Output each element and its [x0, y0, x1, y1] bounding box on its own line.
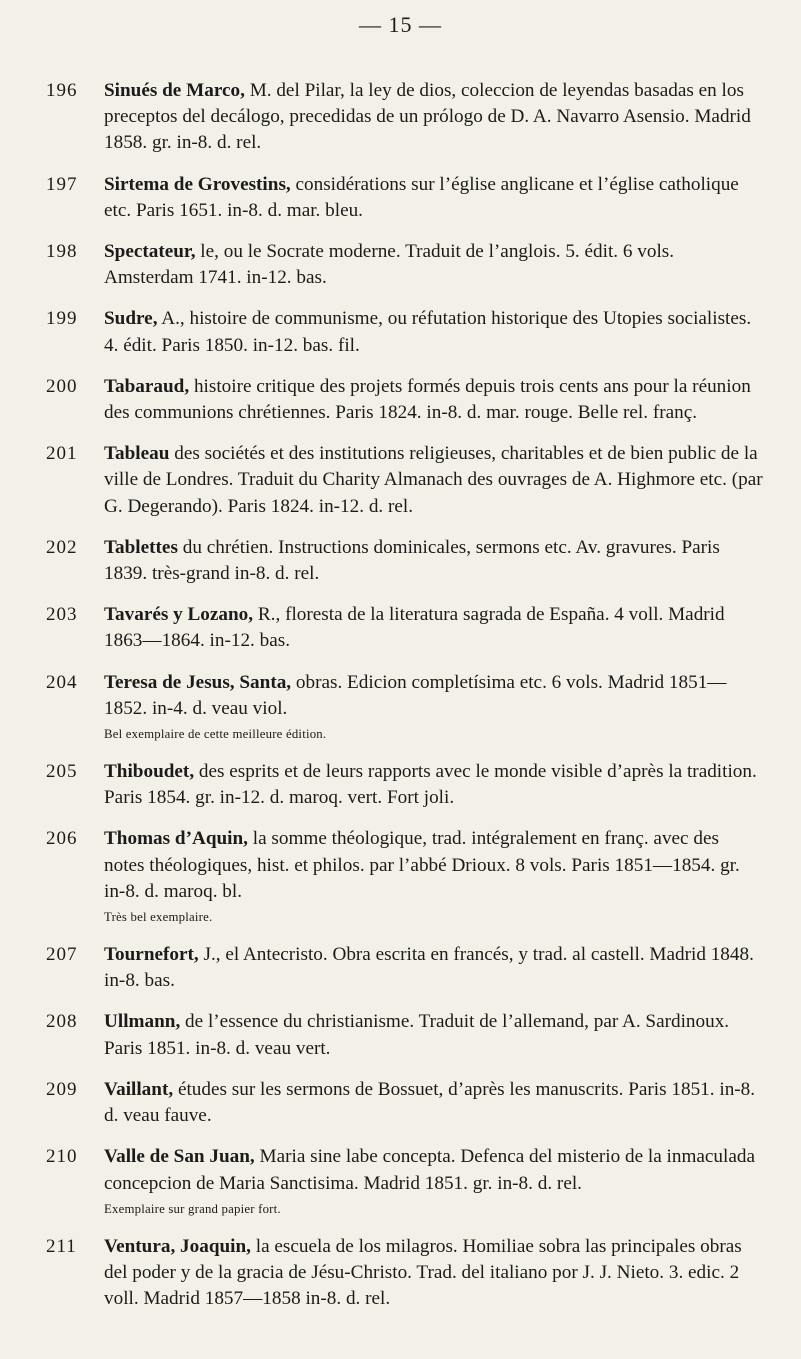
entry-author: Sinués de Marco,	[104, 80, 245, 101]
entry-description: de l’essence du christianisme. Traduit de l’allemand, par A. Sardinoux. Paris 1851. in-8. d. veau vert.	[104, 1011, 730, 1059]
entry-description: Maria sine labe concepta. Defenca del misterio de la inmaculada concepcion de Maria Sanctisima. Madrid 1851. gr. in-8. d. rel.	[104, 1146, 755, 1194]
page-number: — 15 —	[359, 12, 442, 37]
catalog-entry	[46, 306, 763, 358]
entry-author: Spectateur,	[104, 241, 196, 263]
catalog-entry	[46, 602, 763, 654]
entry-number: 196	[46, 80, 78, 101]
entry-description: du chrétien. Instructions dominicales, sermons etc. Av. gravures. Paris 1839. très-grand in-8. d. rel.	[104, 536, 720, 585]
entry-body	[104, 1234, 763, 1313]
entry-description: R., floresta de la literatura sagrada de España. 4 voll. Madrid 1863—1864. in-12. bas.	[104, 604, 725, 652]
entry-body	[104, 535, 763, 587]
entry-description: obras. Edicion completísima etc. 6 vols. Madrid 1851—1852. in-4. d. veau viol.	[104, 671, 727, 719]
entry-number: 199	[46, 308, 78, 330]
entry-description: la escuela de los milagros. Homiliae sobra las principales obras del poder y de la gracia de Jésu-Christo. Trad. del italiano por J. J. Nieto. 3. edic. 2 voll. Madrid 1857—1858 in-8. d. rel.	[104, 1235, 742, 1310]
entry-body	[104, 239, 763, 291]
catalog-entry	[46, 1144, 763, 1218]
entry-description: le, ou le Socrate moderne. Traduit de l’anglois. 5. édit. 6 vols. Amsterdam 1741. in-12. bas.	[104, 241, 675, 289]
catalog-entry	[46, 78, 763, 157]
catalog-entry	[46, 1234, 763, 1313]
catalog-entry	[46, 239, 763, 291]
entry-description: M. del Pilar, la ley de dios, coleccion de leyendas basadas en los preceptos del decálogo, precedidas de un prólogo de D. A. Navarro Asensio. Madrid 1858. gr. in-8. d. rel.	[104, 80, 751, 154]
entry-body	[104, 1077, 763, 1129]
entry-author: Thiboudet,	[104, 761, 195, 783]
entry-description: A., histoire de communisme, ou réfutation historique des Utopies socialistes. 4. édit. Paris 1850. in-12. bas. fil.	[104, 308, 752, 356]
catalog-entry	[46, 374, 763, 426]
entry-description: études sur les sermons de Bossuet, d’après les manuscrits. Paris 1851. in-8. d. veau fauve.	[104, 1078, 756, 1127]
entry-body	[104, 172, 763, 224]
entry-author: Tournefort,	[104, 944, 199, 966]
catalog-entry	[46, 172, 763, 224]
entry-description: histoire critique des projets formés depuis trois cents ans pour la réunion des communions chrétiennes. Paris 1824. in-8. d. mar. rouge. Belle rel. franç.	[104, 375, 751, 424]
entry-note: Très bel exemplaire.	[104, 910, 213, 925]
entry-number: 206	[46, 828, 78, 850]
entry-body	[104, 441, 763, 520]
entry-author: Vaillant,	[104, 1078, 174, 1100]
entry-note: Exemplaire sur grand papier fort.	[104, 1201, 281, 1216]
entry-body	[104, 374, 763, 426]
entry-body	[104, 306, 763, 358]
entry-author: Tablettes	[104, 536, 178, 558]
catalog-entry	[46, 441, 763, 520]
entry-number: 202	[46, 536, 78, 558]
entry-description: J., el Antecristo. Obra escrita en francés, y trad. al castell. Madrid 1848. in-8. bas.	[104, 944, 754, 992]
entry-number: 211	[46, 1235, 77, 1257]
entry-description: considérations sur l’église anglicane et l’église catholique etc. Paris 1651. in-8. d. mar. bleu.	[104, 173, 739, 221]
entry-note: Bel exemplaire de cette meilleure édition.	[104, 727, 327, 742]
entry-author: Teresa de Jesus, Santa,	[104, 671, 292, 693]
catalog-entry	[46, 670, 763, 744]
entry-body	[104, 942, 763, 994]
entry-author: Valle de San Juan,	[104, 1146, 255, 1168]
catalog-entry	[46, 942, 763, 994]
entry-number: 203	[46, 604, 78, 626]
entry-number: 205	[46, 761, 78, 783]
catalog-entry	[46, 759, 763, 811]
entry-body	[104, 1144, 763, 1218]
entry-number: 197	[46, 173, 78, 195]
catalog-entry	[46, 535, 763, 587]
entry-body	[104, 1009, 763, 1061]
entry-body	[104, 759, 763, 811]
entry-author: Sudre,	[104, 308, 158, 330]
entry-number: 200	[46, 375, 78, 397]
entry-number: 208	[46, 1011, 78, 1033]
entry-body	[104, 670, 763, 744]
entry-body	[104, 78, 763, 157]
entry-description: la somme théologique, trad. intégralement en franç. avec des notes théologiques, hist. et philos. par l’abbé Drioux. 8 vols. Paris 1851—1854. gr. in-8. d. maroq. bl.	[104, 828, 740, 902]
entry-number: 198	[46, 241, 78, 263]
entry-description: des esprits et de leurs rapports avec le monde visible d’après la tradition. Paris 1854. gr. in-12. d. maroq. vert. Fort joli.	[104, 761, 757, 809]
entry-number: 207	[46, 944, 78, 966]
entry-number: 201	[46, 443, 78, 465]
entry-description: des sociétés et des institutions religieuses, charitables et de bien public de la ville de Londres. Traduit du Charity Almanach des ouvrages de A. Highmore etc. (par G. Degerando). Paris 1824. in-12. d. rel.	[104, 443, 763, 517]
entry-author: Thomas d’Aquin,	[104, 828, 248, 850]
catalog-entry	[46, 826, 763, 927]
entry-number: 210	[46, 1146, 78, 1168]
entry-author: Tabaraud,	[104, 375, 190, 397]
catalog-entry	[46, 1077, 763, 1129]
entry-list	[46, 78, 763, 1312]
entry-author: Sirtema de Grovestins,	[104, 173, 291, 195]
entry-body	[104, 602, 763, 654]
entry-body	[104, 826, 763, 927]
entry-author: Tavarés y Lozano,	[104, 604, 254, 626]
entry-author: Ullmann,	[104, 1011, 181, 1033]
entry-number: 209	[46, 1078, 78, 1100]
catalog-entry	[46, 1009, 763, 1061]
entry-number: 204	[46, 671, 78, 693]
entry-author: Tableau	[104, 443, 170, 465]
entry-author: Ventura, Joaquin,	[104, 1235, 251, 1257]
